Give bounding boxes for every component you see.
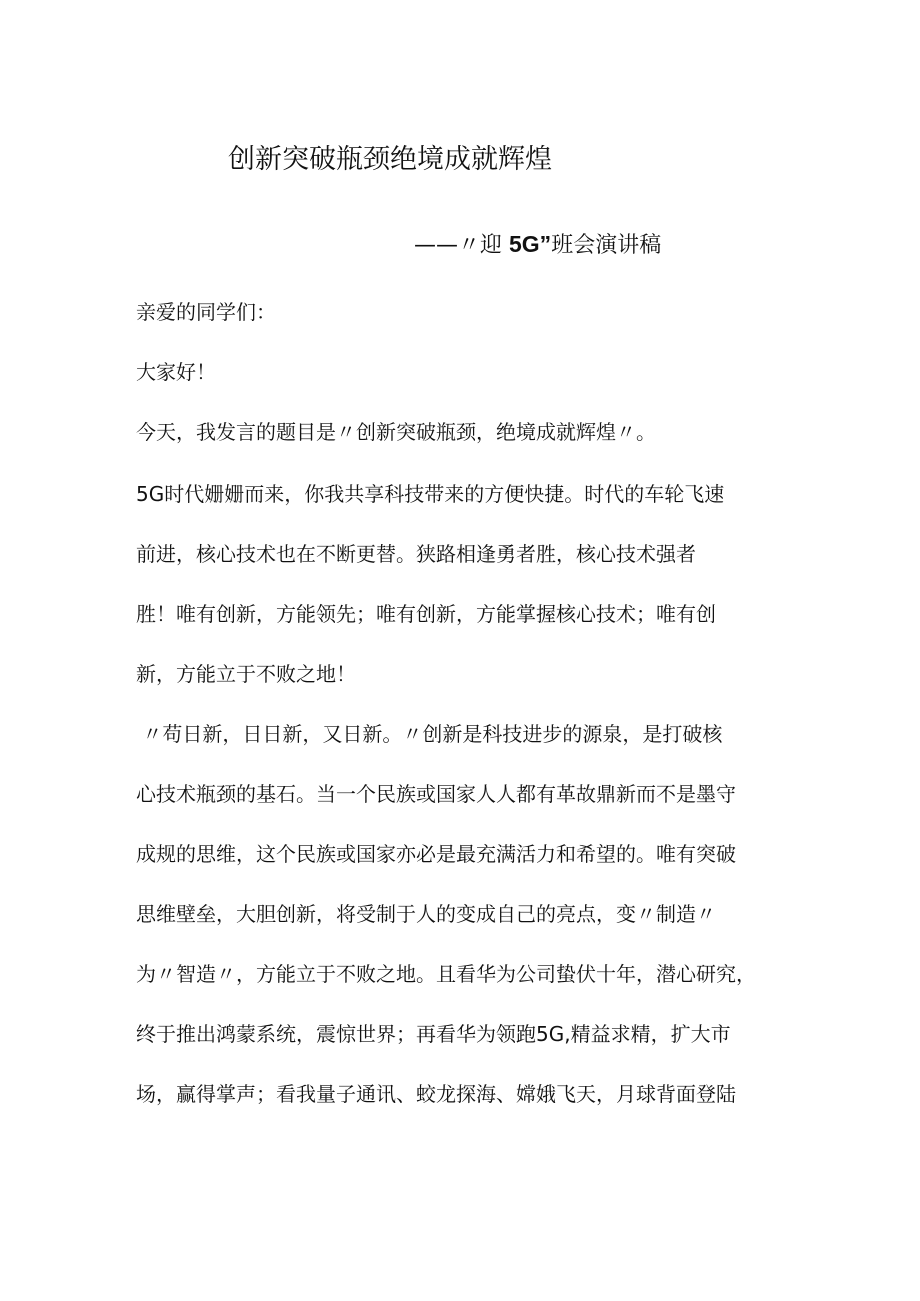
paragraph-line: 胜！唯有创新，方能领先；唯有创新，方能掌握核心技术；唯有创: [136, 602, 716, 626]
paragraph-line: 前进，核心技术也在不断更替。狭路相逢勇者胜，核心技术强者: [136, 542, 696, 566]
subtitle-prefix: ——〃迎: [414, 233, 509, 258]
paragraph-2: [136, 704, 792, 1124]
paragraph-line: 为〃智造〃，方能立于不败之地。且看华为公司蛰伏十年，潜心研究，: [136, 962, 756, 986]
paragraph-line: 终于推出鸿蒙系统，震惊世界；再看华为领跑5G,精益求精，扩大市: [136, 1022, 731, 1046]
intro-paragraph: 今天，我发言的题目是〃创新突破瓶颈，绝境成就辉煌〃。: [136, 420, 656, 444]
paragraph-line: 〃苟日新，日日新，又日新。〃创新是科技进步的源泉，是打破核: [136, 722, 723, 746]
paragraph-line: 心技术瓶颈的基石。当一个民族或国家人人都有革故鼎新而不是墨守: [136, 782, 736, 806]
paragraph-line: 场，赢得掌声；看我量子通讯、蛟龙探海、嫦娥飞天，月球背面登陆: [136, 1082, 736, 1106]
salutation: 亲爱的同学们：: [136, 300, 276, 324]
paragraph-line: 思维壁垒，大胆创新，将受制于人的变成自己的亮点，变〃制造〃: [136, 902, 716, 926]
subtitle-suffix: 班会演讲稿: [551, 233, 662, 258]
subtitle-5g: 5G”: [509, 231, 552, 257]
paragraph-line: 5G时代姗姗而来，你我共享科技带来的方便快捷。时代的车轮飞速: [136, 482, 725, 506]
greeting: 大家好！: [136, 360, 216, 384]
document-subtitle: [414, 226, 661, 264]
document-title: 创新突破瓶颈绝境成就辉煌: [228, 144, 552, 175]
paragraph-line: 成规的思维，这个民族或国家亦必是最充满活力和希望的。唯有突破: [136, 842, 736, 866]
paragraph-line: 新，方能立于不败之地！: [136, 662, 356, 686]
paragraph-1: [136, 464, 792, 704]
